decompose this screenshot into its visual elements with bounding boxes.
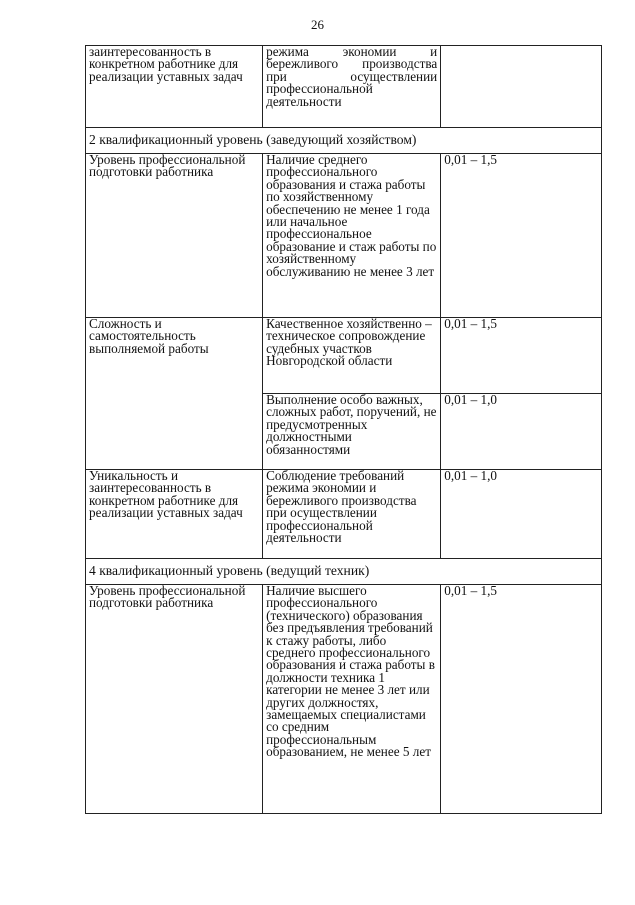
indicator-cell: Наличие высшего профессионального (технического) образования без предъявления требований к стажу работы, либо среднего профессионального образования и стажа работы в должности техника 1 категории не менее 3 лет или других должностях, замещаемых специалистами со средним профессиональным образованием, не менее 5 лет xyxy=(263,585,441,814)
criteria-table xyxy=(85,45,602,814)
page-number: 26 xyxy=(311,17,324,32)
table-row xyxy=(86,154,602,318)
table-row xyxy=(86,470,602,559)
value-cell: 0,01 – 1,0 xyxy=(441,470,602,559)
value-cell: 0,01 – 1,0 xyxy=(441,394,602,470)
indicator-cell: Наличие среднего профессионального образования и стажа работы по хозяйственному обеспечению не менее 1 года или начальное профессиональное образование и стаж работы по хозяйственному обслуживанию не менее 3 лет xyxy=(263,154,441,318)
indicator-cell: Качественное хозяйственно – техническое сопровождение судебных участков Новгородской области xyxy=(263,318,441,394)
criterion-cell: Сложность и самостоятельность выполняемой работы xyxy=(86,318,263,470)
section-heading: 4 квалификационный уровень (ведущий техник) xyxy=(86,559,602,585)
section-row xyxy=(86,128,602,154)
table-row xyxy=(86,585,602,814)
indicator-cell: Соблюдение требований режима экономии и бережливого производства при осуществлении профессиональной деятельности xyxy=(263,470,441,559)
value-cell xyxy=(441,46,602,128)
criterion-cell: заинтересованность в конкретном работнике для реализации уставных задач xyxy=(86,46,263,128)
criterion-cell: Уровень профессиональной подготовки работника xyxy=(86,154,263,318)
value-cell: 0,01 – 1,5 xyxy=(441,318,602,394)
criterion-cell: Уровень профессиональной подготовки работника xyxy=(86,585,263,814)
table-row xyxy=(86,46,602,128)
indicator-cell: Выполнение особо важных, сложных работ, поручений, не предусмотренных должностными обязанностями xyxy=(263,394,441,470)
table-row xyxy=(86,318,602,394)
indicator-cell: режима экономии и бережливого производства при осуществлении профессиональной деятельности xyxy=(263,46,441,128)
value-cell: 0,01 – 1,5 xyxy=(441,585,602,814)
criterion-cell: Уникальность и заинтересованность в конкретном работнике для реализации уставных задач xyxy=(86,470,263,559)
value-cell: 0,01 – 1,5 xyxy=(441,154,602,318)
section-row xyxy=(86,559,602,585)
section-heading: 2 квалификационный уровень (заведующий хозяйством) xyxy=(86,128,602,154)
